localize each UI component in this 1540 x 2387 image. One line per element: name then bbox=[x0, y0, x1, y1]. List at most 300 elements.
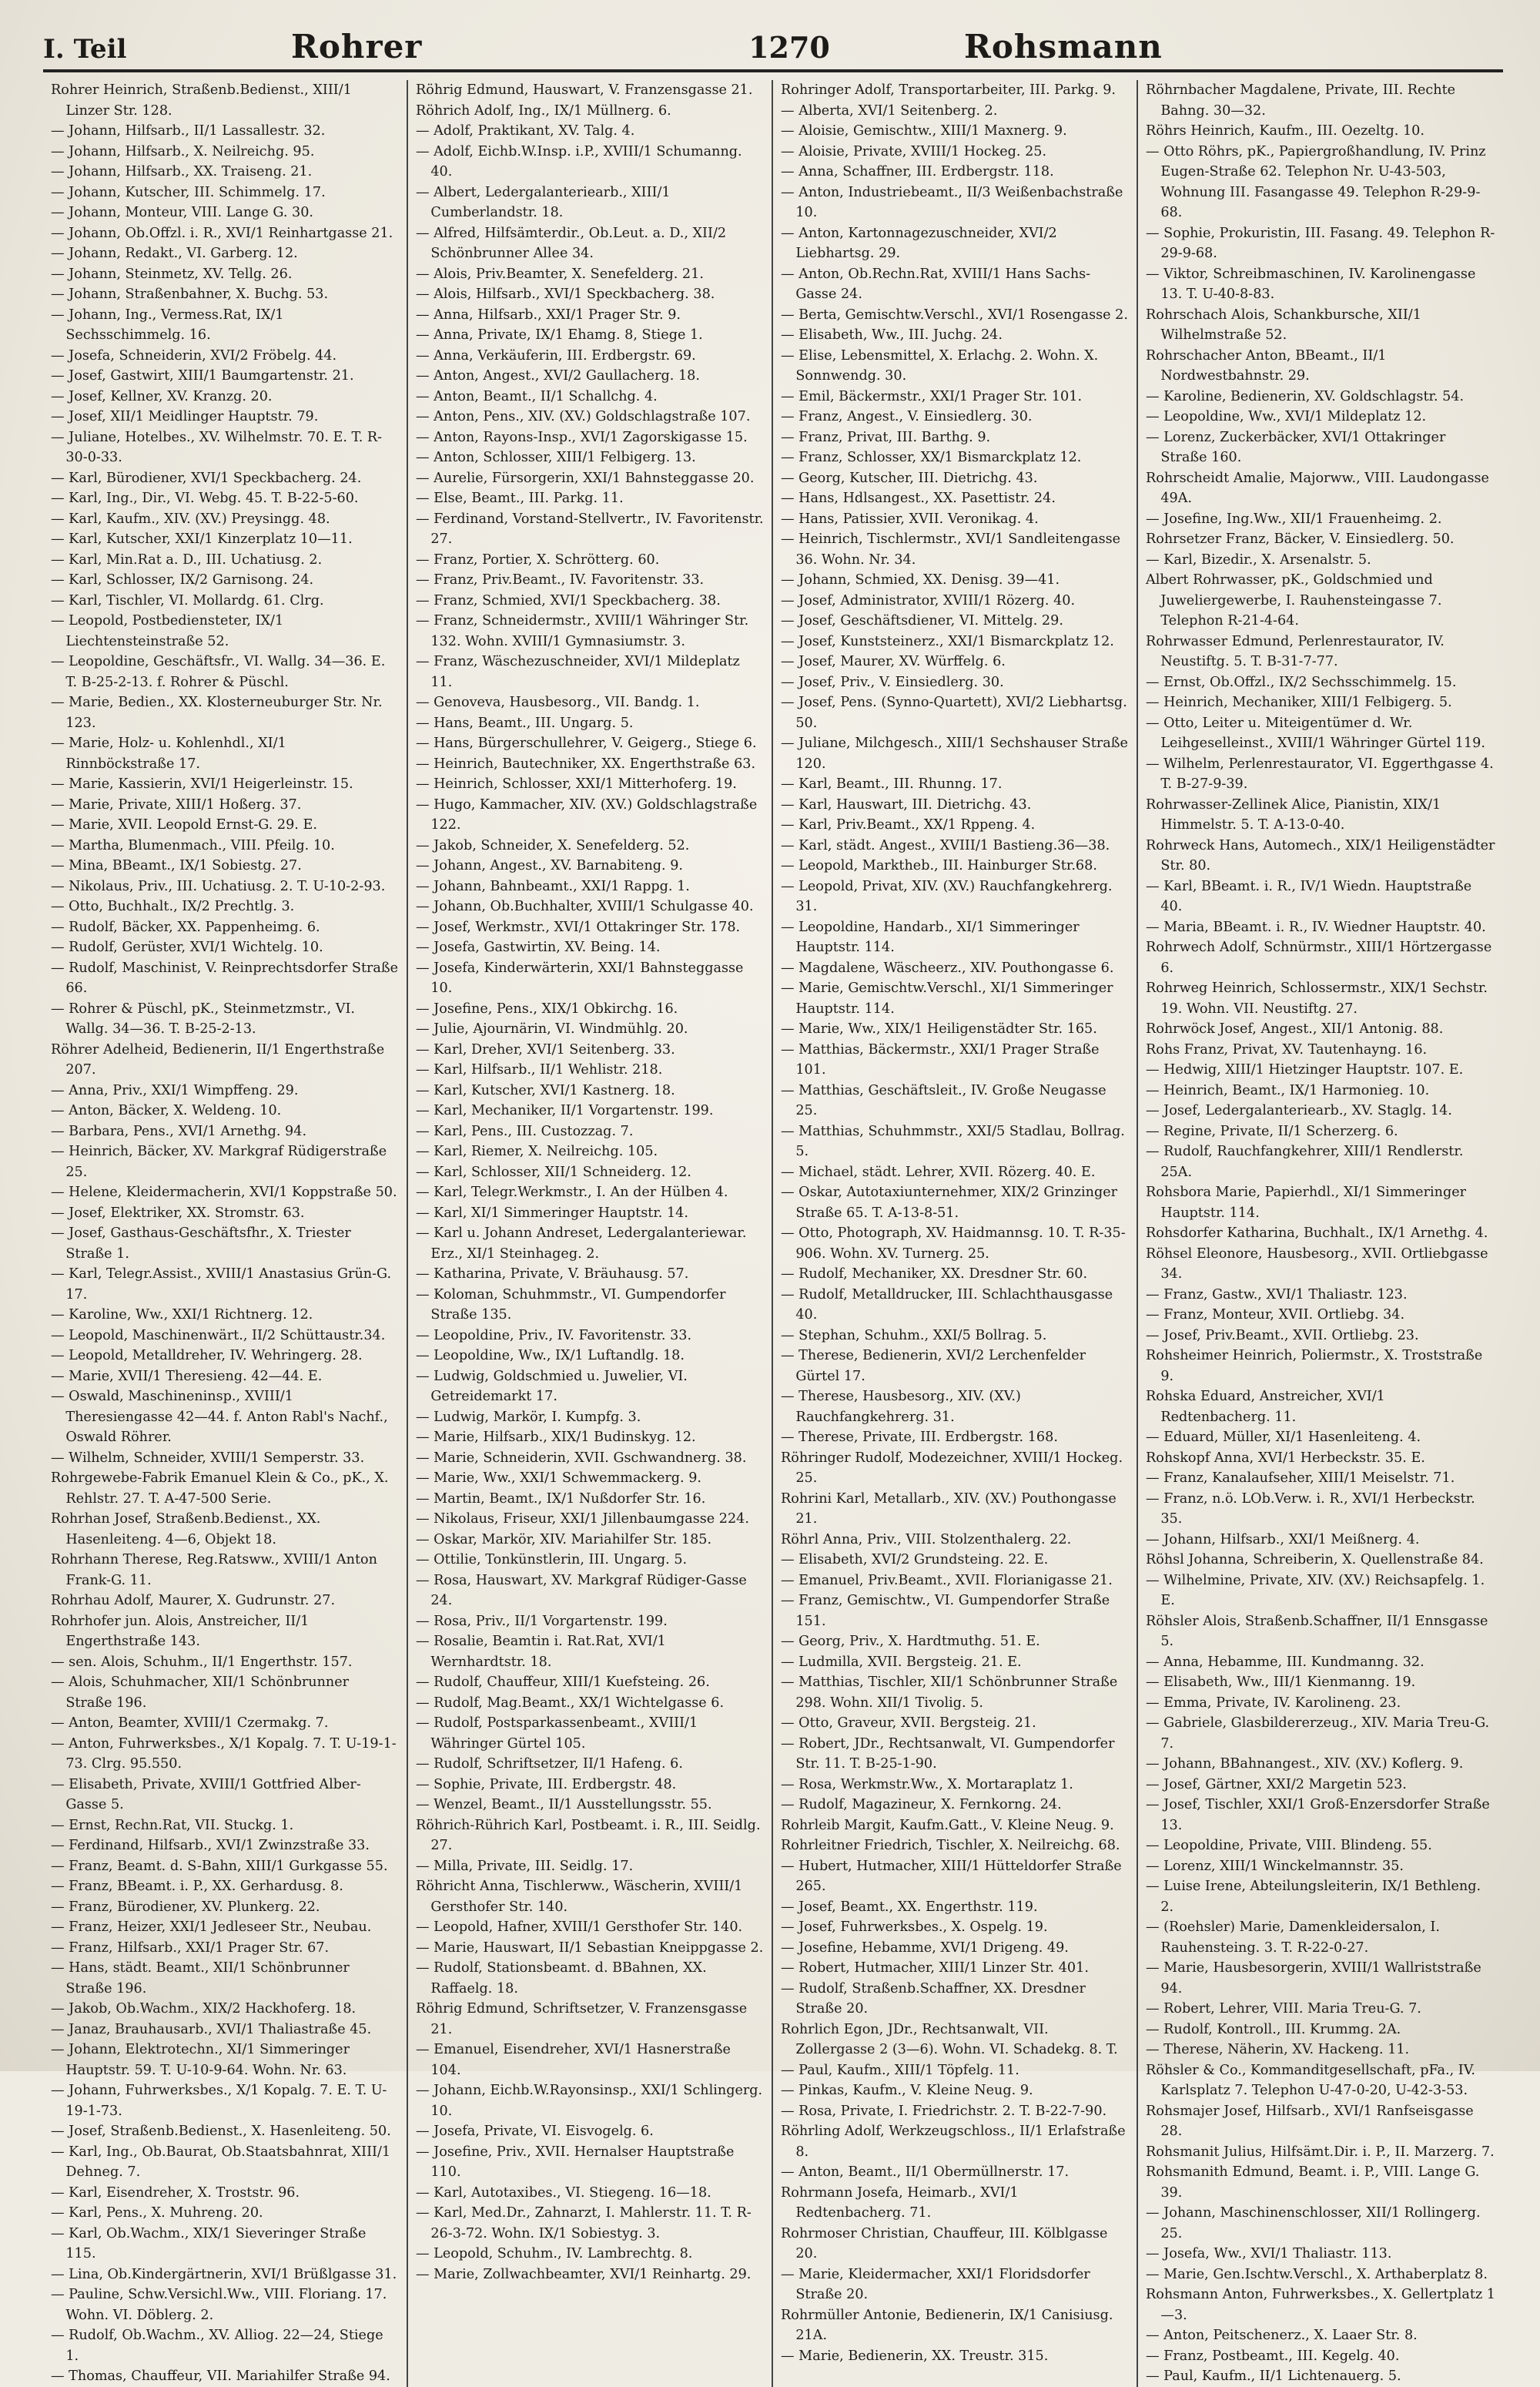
directory-entry: — Eduard, Müller, XI/1 Hasenleiteng. 4. bbox=[1146, 1430, 1421, 1445]
directory-entry: — Thomas, Chauffeur, VII. Mariahilfer Straße 94. bbox=[51, 2369, 390, 2384]
directory-entry: — Johann, Angest., XV. Barnabiteng. 9. bbox=[416, 858, 684, 873]
directory-entry: — Elise, Lebensmittel, X. Erlachg. 2. Wohn. X. Sonnwendg. 30. bbox=[781, 347, 1099, 384]
directory-entry: — Elisabeth, Ww., III. Juchg. 24. bbox=[781, 327, 1003, 343]
directory-entry: — Heinrich, Tischlermstr., XVI/1 Sandleitengasse 36. Wohn. Nr. 34. bbox=[781, 531, 1121, 568]
directory-entry: — Emil, Bäckermstr., XXI/1 Prager Str. 101. bbox=[781, 388, 1083, 404]
directory-entry: — Therese, Hausbesorg., XIV. (XV.) Rauchfangkehrerg. 31. bbox=[781, 1389, 1021, 1425]
directory-entry: — Hans, Bürgerschullehrer, V. Geigerg., Stiege 6. bbox=[416, 736, 757, 751]
directory-entry: — Karl, Autotaxibes., VI. Stiegeng. 16—18. bbox=[416, 2184, 711, 2201]
directory-entry: — Anton, Beamt., II/1 Schallchg. 4. bbox=[416, 388, 658, 404]
directory-entry: — Karl, städt. Angest., XVIII/1 Bastieng.36—38. bbox=[781, 837, 1110, 853]
directory-entry: Röhsel Eleonore, Hausbesorg., XVII. Ortliebgasse 34. bbox=[1146, 1245, 1488, 1282]
directory-entry: — Stephan, Schuhm., XXI/5 Bollrag. 5. bbox=[781, 1327, 1047, 1343]
directory-entry: — Johann, Redakt., VI. Garberg. 12. bbox=[51, 246, 298, 261]
directory-entry: — Johann, Steinmetz, XV. Tellg. 26. bbox=[51, 266, 293, 282]
directory-entry: — Franz, Heizer, XXI/1 Jedleseer Str., Neubau. bbox=[51, 1919, 372, 1935]
directory-entry: Rohrmann Josefa, Heimarb., XVI/1 Redtenbacherg. 71. bbox=[781, 2184, 1019, 2221]
part-label: I. Teil bbox=[43, 34, 127, 65]
directory-entry: — Koloman, Schuhmmstr., VI. Gumpendorfer Straße 135. bbox=[416, 1286, 726, 1323]
directory-entry: Rohringer Adolf, Transportarbeiter, III. Parkg. 9. bbox=[781, 82, 1116, 98]
directory-entry: — Marie, Zollwachbeamter, XVI/1 Reinhartg. 29. bbox=[416, 2266, 752, 2282]
directory-entry: — Elisabeth, XVI/2 Grundsteing. 22. E. bbox=[781, 1552, 1049, 1567]
directory-entry: — Josef, Werkmstr., XVI/1 Ottakringer Str. 178. bbox=[416, 919, 741, 935]
directory-entry: — Johann, Ing., Vermess.Rat, IX/1 Sechsschimmelg. 16. bbox=[51, 307, 284, 343]
directory-entry: — Karl, Min.Rat a. D., III. Uchatiusg. 2. bbox=[51, 551, 323, 568]
directory-entry: — Oskar, Autotaxiunternehmer, XIX/2 Grinzinger Straße 65. T. A-13-8-51. bbox=[781, 1185, 1118, 1221]
directory-entry: Röhringer Rudolf, Modezeichner, XVIII/1 Hockeg. 25. bbox=[781, 1450, 1123, 1486]
directory-entry: — Heinrich, Beamt., IX/1 Harmonieg. 10. bbox=[1146, 1082, 1430, 1098]
directory-entry: — Karl, Kutscher, XXI/1 Kinzerplatz 10—11. bbox=[51, 531, 353, 547]
directory-entry: — Otto, Photograph, XV. Haidmannsg. 10. T. R-35-906. Wohn. XV. Turnerg. 25. bbox=[781, 1225, 1126, 1262]
directory-entry: — Anna, Verkäuferin, III. Erdbergstr. 69. bbox=[416, 347, 696, 364]
directory-entry: — Rudolf, Stationsbeamt. d. BBahnen, XX. Raffaelg. 18. bbox=[416, 1960, 707, 1996]
directory-entry: — Marie, Kleidermacher, XXI/1 Floridsdorfer Straße 20. bbox=[781, 2266, 1090, 2302]
directory-entry: — Marie, Gen.Ischtw.Verschl., X. Arthaberplatz 8. bbox=[1146, 2266, 1488, 2282]
directory-entry: — Franz, Bürodiener, XV. Plunkerg. 22. bbox=[51, 1899, 320, 1915]
directory-entry: — Alois, Schuhmacher, XII/1 Schönbrunner Straße 196. bbox=[51, 1675, 350, 1711]
directory-entry: — Ernst, Ob.Offzl., IX/2 Sechsschimmelg. 15. bbox=[1146, 674, 1457, 690]
directory-entry: Rohrleib Margit, Kaufm.Gatt., V. Kleine Neug. 9. bbox=[781, 1817, 1114, 1833]
directory-entry: — Rudolf, Bäcker, XX. Pappenheimg. 6. bbox=[51, 919, 320, 935]
directory-entry: — Marie, Hilfsarb., XIX/1 Budinskyg. 12. bbox=[416, 1430, 696, 1445]
directory-entry: — Ludmilla, XVII. Bergsteig. 21. E. bbox=[781, 1654, 1022, 1670]
page-number: 1270 bbox=[748, 30, 830, 65]
directory-entry: — Karl, Kutscher, XVI/1 Kastnerg. 18. bbox=[416, 1082, 675, 1098]
directory-entry: Rohrwasser Edmund, Perlenrestaurator, IV. Neustiftg. 5. T. B-31-7-77. bbox=[1146, 633, 1445, 669]
directory-entry: — Johann, Ob.Buchhalter, XVIII/1 Schulgasse 40. bbox=[416, 899, 754, 914]
directory-entry: — Heinrich, Schlosser, XXI/1 Mitterhoferg. 19. bbox=[416, 776, 737, 792]
directory-entry: — Hans, städt. Beamt., XII/1 Schönbrunner Straße 196. bbox=[51, 1960, 350, 1996]
directory-entry: — Franz, Schneidermstr., XVIII/1 Währinger Str. 132. Wohn. XVIII/1 Gymnasiumstr. 3. bbox=[416, 613, 749, 649]
directory-entry: — Gabriele, Glasbildererzeug., XIV. Maria Treu-G. 7. bbox=[1146, 1715, 1490, 1752]
directory-entry: — Anton, Beamter, XVIII/1 Czermakg. 7. bbox=[51, 1715, 329, 1731]
directory-entry: Rohrmüller Antonie, Bedienerin, IX/1 Canisiusg. 21A. bbox=[781, 2307, 1113, 2343]
directory-entry: Röhrich-Rührich Karl, Postbeamt. i. R., III. Seidlg. 27. bbox=[416, 1817, 761, 1853]
directory-entry: — Leopold, Hafner, XVIII/1 Gersthofer Str. 140. bbox=[416, 1919, 743, 1935]
directory-entry: — Anton, Pens., XIV. (XV.) Goldschlagstraße 107. bbox=[416, 409, 751, 424]
directory-entry: — Johann, Monteur, VIII. Lange G. 30. bbox=[51, 205, 314, 220]
directory-entry: — Josef, Gastwirt, XIII/1 Baumgartenstr. 21. bbox=[51, 368, 354, 384]
directory-entry: — Josef, XII/1 Meidlinger Hauptstr. 79. bbox=[51, 409, 319, 424]
directory-entry: — Ferdinand, Hilfsarb., XVI/1 Zwinzstraße 33. bbox=[51, 1838, 370, 1853]
directory-entry: — Josef, Elektriker, XX. Stromstr. 63. bbox=[51, 1205, 305, 1221]
directory-entry: — Leopoldine, Handarb., XI/1 Simmeringer Hauptstr. 114. bbox=[781, 919, 1080, 955]
directory-entry: — Josef, Kunststeinerz., XXI/1 Bismarckplatz 12. bbox=[781, 633, 1114, 649]
directory-entry: — Katharina, Private, V. Bräuhausg. 57. bbox=[416, 1266, 689, 1282]
directory-entry: — Wilhelm, Schneider, XVIII/1 Semperstr. 33. bbox=[51, 1450, 365, 1466]
directory-entry: — Franz, Postbeamt., III. Kegelg. 40. bbox=[1146, 2348, 1400, 2364]
left-catchword: Rohrer bbox=[291, 28, 423, 65]
directory-entry: Röhsler & Co., Kommanditgesellschaft, pFa., IV. Karlsplatz 7. Telephon U-47-0-20, U-42-3-53. bbox=[1146, 2062, 1475, 2098]
directory-entry: — Franz, n.ö. LOb.Verw. i. R., XVI/1 Herbeckstr. 35. bbox=[1146, 1490, 1475, 1527]
directory-entry: — Josef, Straßenb.Bedienst., X. Hasenleiteng. 50. bbox=[51, 2124, 391, 2139]
directory-entry: — Heinrich, Bautechniker, XX. Engerthstraße 63. bbox=[416, 756, 756, 772]
directory-entry: Rohskopf Anna, XVI/1 Herbeckstr. 35. E. bbox=[1146, 1450, 1425, 1466]
directory-entry: — Franz, Hilfsarb., XXI/1 Prager Str. 67. bbox=[51, 1939, 330, 1956]
directory-entry: — Oswald, Maschineninsp., XVIII/1 Theresiengasse 42—44. f. Anton Rabl's Nachf., Oswald Röhrer. bbox=[51, 1389, 388, 1445]
directory-entry: — Martin, Beamt., IX/1 Nußdorfer Str. 16. bbox=[416, 1490, 706, 1507]
directory-entry: — Karl, Tischler, VI. Mollardg. 61. Clrg. bbox=[51, 592, 324, 608]
directory-entry: — Georg, Kutscher, III. Dietrichg. 43. bbox=[781, 470, 1038, 486]
directory-entry: — Rudolf, Kontroll., III. Krummg. 2A. bbox=[1146, 2021, 1401, 2037]
directory-entry: — Matthias, Bäckermstr., XXI/1 Prager Straße 101. bbox=[781, 1041, 1100, 1078]
directory-entry: — Franz, Portier, X. Schrötterg. 60. bbox=[416, 551, 660, 568]
directory-entry: Rohsmann Anton, Fuhrwerksbes., X. Gellertplatz 1—3. bbox=[1146, 2287, 1496, 2323]
directory-entry: — Leopold, Privat, XIV. (XV.) Rauchfangkehrerg. 31. bbox=[781, 878, 1113, 914]
directory-entry: — Lorenz, Zuckerbäcker, XVI/1 Ottakringer Straße 160. bbox=[1146, 429, 1446, 465]
directory-entry: — Elisabeth, Ww., III/1 Kienmanng. 19. bbox=[1146, 1675, 1416, 1690]
directory-entry: — Karl, Ob.Wachm., XIX/1 Sieveringer Straße 115. bbox=[51, 2225, 367, 2261]
directory-entry: — Marie, Bedienerin, XX. Treustr. 315. bbox=[781, 2348, 1049, 2364]
directory-entry: — Rudolf, Maschinist, V. Reinprechtsdorfer Straße 66. bbox=[51, 960, 399, 996]
directory-entry: — Wilhelm, Perlenrestaurator, VI. Eggerthgasse 4. T. B-27-9-39. bbox=[1146, 756, 1494, 792]
directory-entry: — Wenzel, Beamt., II/1 Ausstellungsstr. 55. bbox=[416, 1797, 712, 1812]
directory-entry: — Karl, Pens., III. Custozzag. 7. bbox=[416, 1123, 634, 1139]
directory-entry: Rohrlich Egon, JDr., Rechtsanwalt, VII. Zollergasse 2 (3—6). Wohn. VI. Schadekg. 8. T. bbox=[781, 2021, 1118, 2057]
directory-entry: — Therese, Näherin, XV. Hackeng. 11. bbox=[1146, 2042, 1410, 2057]
directory-entry: — Juliane, Hotelbes., XV. Wilhelmstr. 70. E. T. R-30-0-33. bbox=[51, 429, 383, 465]
directory-entry: — Johann, Elektrotechn., XI/1 Simmeringer Hauptstr. 59. T. U-10-9-64. Wohn. Nr. 63. bbox=[51, 2042, 350, 2078]
directory-entry: — Karl, Telegr.Werkmstr., I. An der Hülben 4. bbox=[416, 1185, 728, 1200]
directory-entry: — Rudolf, Straßenb.Schaffner, XX. Dresdner Straße 20. bbox=[781, 1980, 1086, 2017]
directory-entry: Rohrer Heinrich, Straßenb.Bedienst., XIII/1 Linzer Str. 128. bbox=[51, 82, 352, 119]
directory-entry: — Aurelie, Fürsorgerin, XXI/1 Bahnsteggasse 20. bbox=[416, 470, 755, 486]
directory-entry: — Lina, Ob.Kindergärtnerin, XVI/1 Brüßlgasse 31. bbox=[51, 2266, 397, 2282]
directory-entry: Rohrweck Hans, Automech., XIX/1 Heiligenstädter Str. 80. bbox=[1146, 837, 1495, 873]
directory-entry: — Heinrich, Mechaniker, XIII/1 Felbigerg. 5. bbox=[1146, 695, 1452, 710]
directory-entry: — Rudolf, Chauffeur, XIII/1 Kuefsteing. 26. bbox=[416, 1675, 710, 1690]
directory-entry: — Nikolaus, Priv., III. Uchatiusg. 2. T. U-10-2-93. bbox=[51, 878, 386, 894]
directory-entry: — Karl, Riemer, X. Neilreichg. 105. bbox=[416, 1144, 658, 1159]
directory-entry: — Josef, Tischler, XXI/1 Groß-Enzersdorfer Straße 13. bbox=[1146, 1797, 1490, 1833]
directory-entry: — Marie, Bedien., XX. Klosterneuburger Str. Nr. 123. bbox=[51, 695, 383, 731]
directory-entry: — Leopold, Marktheb., III. Hainburger Str.68. bbox=[781, 858, 1097, 873]
right-catchword: Rohsmann bbox=[964, 28, 1163, 65]
directory-entry: — Josef, Ledergalanteriearb., XV. Staglg. 14. bbox=[1146, 1103, 1452, 1118]
directory-entry: — Therese, Bedienerin, XVI/2 Lerchenfelder Gürtel 17. bbox=[781, 1348, 1086, 1384]
directory-entry: — Leopold, Schuhm., IV. Lambrechtg. 8. bbox=[416, 2246, 693, 2261]
directory-entry: — Hubert, Hutmacher, XIII/1 Hütteldorfer Straße 265. bbox=[781, 1858, 1122, 1894]
directory-entry: — Karl, Med.Dr., Zahnarzt, I. Mahlerstr. 11. T. R-26-3-72. Wohn. IX/1 Sobiestyg. 3. bbox=[416, 2205, 752, 2241]
directory-entry: — Franz, BBeamt. i. P., XX. Gerhardusg. 8. bbox=[51, 1879, 343, 1894]
directory-entry: — Anton, Peitschenerz., X. Laaer Str. 8. bbox=[1146, 2328, 1418, 2343]
directory-entry: — Ludwig, Goldschmied u. Juwelier, VI. Getreidemarkt 17. bbox=[416, 1368, 688, 1404]
directory-entry: — Robert, Lehrer, VIII. Maria Treu-G. 7. bbox=[1146, 2001, 1421, 2017]
directory-entry: — Jakob, Ob.Wachm., XIX/2 Hackhoferg. 18. bbox=[51, 2001, 357, 2017]
directory-entry: Rohrschach Alois, Schankbursche, XII/1 Wilhelmstraße 52. bbox=[1146, 307, 1421, 343]
directory-entry: — Luise Irene, Abteilungsleiterin, IX/1 Bethleng. 2. bbox=[1146, 1879, 1481, 1915]
directory-entry: — Leopoldine, Private, VIII. Blindeng. 55. bbox=[1146, 1838, 1432, 1853]
directory-entry: — Hans, Patissier, XVII. Veronikag. 4. bbox=[781, 511, 1039, 527]
directory-entry: — Ottilie, Tonkünstlerin, III. Ungarg. 5. bbox=[416, 1552, 688, 1567]
directory-entry: — Otto Röhrs, pK., Papiergroßhandlung, IV. Prinz Eugen-Straße 62. Telephon Nr. U-43-503, Wohnung III. Fasangasse 49. Telephon R-29-9-68. bbox=[1146, 143, 1486, 220]
directory-entry: — Marie, XVII. Leopold Ernst-G. 29. E. bbox=[51, 817, 317, 833]
directory-entry: — Josef, Kellner, XV. Kranzg. 20. bbox=[51, 388, 273, 404]
directory-entry: — Pinkas, Kaufm., V. Kleine Neug. 9. bbox=[781, 2083, 1033, 2098]
directory-entry: — Adolf, Eichb.W.Insp. i.P., XVIII/1 Schumanng. 40. bbox=[416, 143, 742, 179]
directory-entry: — Franz, Schmied, XVI/1 Speckbacherg. 38. bbox=[416, 592, 721, 608]
directory-entry: — Rosa, Hauswart, XV. Markgraf Rüdiger-Gasse 24. bbox=[416, 1572, 747, 1608]
directory-entry: Rohsmanit Julius, Hilfsämt.Dir. i. P., II. Marzerg. 7. bbox=[1146, 2144, 1495, 2160]
directory-entry: Rohsheimer Heinrich, Poliermstr., X. Troststraße 9. bbox=[1146, 1348, 1483, 1384]
directory-entry: Rohska Eduard, Anstreicher, XVI/1 Redtenbacherg. 11. bbox=[1146, 1389, 1385, 1425]
column-3 bbox=[773, 80, 1138, 2387]
directory-entry: — Anton, Angest., XVI/2 Gaullacherg. 18. bbox=[416, 368, 700, 384]
directory-entry: — Karl, Schlosser, XII/1 Schneiderg. 12. bbox=[416, 1164, 691, 1180]
directory-entry: Röhricht Anna, Tischlerww., Wäscherin, XVIII/1 Gersthofer Str. 140. bbox=[416, 1879, 743, 1915]
directory-entry: Rohsbora Marie, Papierhdl., XI/1 Simmeringer Hauptstr. 114. bbox=[1146, 1185, 1467, 1221]
directory-entry: — (Roehsler) Marie, Damenkleidersalon, I. Rauhensteing. 3. T. R-22-0-27. bbox=[1146, 1919, 1440, 1956]
directory-entry: — Leopold, Postbediensteter, IX/1 Liechtensteinstraße 52. bbox=[51, 613, 284, 649]
directory-entry: — Anton, Fuhrwerksbes., X/1 Kopalg. 7. T. U-19-1-73. Clrg. 95.550. bbox=[51, 1735, 397, 1772]
directory-entry: — Juliane, Milchgesch., XIII/1 Sechshauser Straße 120. bbox=[781, 736, 1128, 772]
directory-entry: — Milla, Private, III. Seidlg. 17. bbox=[416, 1858, 634, 1874]
directory-entry: — Karl, XI/1 Simmeringer Hauptstr. 14. bbox=[416, 1205, 688, 1221]
directory-entry: — Josefa, Schneiderin, XVI/2 Fröbelg. 44. bbox=[51, 347, 337, 364]
directory-entry: — Janaz, Brauhausarb., XVI/1 Thaliastraße 45. bbox=[51, 2021, 372, 2037]
column-4 bbox=[1138, 80, 1503, 2387]
directory-entry: Rohrscheidt Amalie, Majorww., VIII. Laudongasse 49A. bbox=[1146, 470, 1489, 506]
directory-entry: — Josef, Geschäftsdiener, VI. Mittelg. 29. bbox=[781, 613, 1063, 629]
directory-entry: — Leopoldine, Priv., IV. Favoritenstr. 33. bbox=[416, 1327, 692, 1343]
directory-entry: Röhsl Johanna, Schreiberin, X. Quellenstraße 84. bbox=[1146, 1552, 1484, 1567]
directory-entry: — Josef, Gärtner, XXI/2 Margetin 523. bbox=[1146, 1776, 1407, 1792]
directory-entry: — Karl, Pens., X. Muhreng. 20. bbox=[51, 2205, 263, 2221]
directory-entry: — Wilhelmine, Private, XIV. (XV.) Reichsapfelg. 1. E. bbox=[1146, 1572, 1485, 1608]
directory-entry: — Anton, Ob.Rechn.Rat, XVIII/1 Hans Sachs-Gasse 24. bbox=[781, 266, 1091, 302]
directory-entry: — Marie, Ww., XXI/1 Schwemmackerg. 9. bbox=[416, 1470, 702, 1486]
directory-entry: — Karl, Ing., Ob.Baurat, Ob.Staatsbahnrat, XIII/1 Dehneg. 7. bbox=[51, 2144, 391, 2180]
directory-entry: Rohrhan Josef, Straßenb.Bedienst., XX. Hasenleiteng. 4—6, Objekt 18. bbox=[51, 1511, 321, 1547]
directory-entry: — Franz, Privat, III. Barthg. 9. bbox=[781, 429, 991, 445]
directory-entry: — Magdalene, Wäscheerz., XIV. Pouthongasse 6. bbox=[781, 960, 1114, 976]
directory-entry: — Johann, BBahnangest., XIV. (XV.) Koflerg. 9. bbox=[1146, 1756, 1464, 1772]
directory-entry: — Karl, Kaufm., XIV. (XV.) Preysingg. 48. bbox=[51, 511, 330, 527]
directory-entry: — Mina, BBeamt., IX/1 Sobiestg. 27. bbox=[51, 858, 302, 873]
directory-entry: — Franz, Priv.Beamt., IV. Favoritenstr. 33. bbox=[416, 572, 705, 588]
directory-entry: — Alois, Hilfsarb., XVI/1 Speckbacherg. 38. bbox=[416, 287, 715, 302]
directory-entry: — Franz, Schlosser, XX/1 Bismarckplatz 12. bbox=[781, 450, 1082, 465]
directory-entry: — Marie, Hauswart, II/1 Sebastian Kneippgasse 2. bbox=[416, 1939, 764, 1956]
directory-entry: Röhrich Adolf, Ing., IX/1 Müllnerg. 6. bbox=[416, 102, 671, 119]
directory-entry: — Berta, Gemischtw.Verschl., XVI/1 Rosengasse 2. bbox=[781, 307, 1128, 323]
directory-entry: — Otto, Graveur, XVII. Bergsteig. 21. bbox=[781, 1715, 1036, 1731]
directory-entry: — Josefine, Ing.Ww., XII/1 Frauenheimg. 2. bbox=[1146, 511, 1442, 527]
directory-entry: — Johann, Bahnbeamt., XXI/1 Rappg. 1. bbox=[416, 878, 690, 894]
directory-entry: — Adolf, Praktikant, XV. Talg. 4. bbox=[416, 123, 635, 139]
directory-entry: — Regine, Private, II/1 Scherzerg. 6. bbox=[1146, 1123, 1398, 1139]
directory-entry: Röhrling Adolf, Werkzeugschloss., II/1 Erlafstraße 8. bbox=[781, 2124, 1126, 2160]
directory-entry: Röhrer Adelheid, Bedienerin, II/1 Engerthstraße 207. bbox=[51, 1041, 385, 1078]
directory-entry: Rohrwöck Josef, Angest., XII/1 Antonig. 88. bbox=[1146, 1021, 1444, 1037]
directory-entry: — Josefa, Gastwirtin, XV. Being. 14. bbox=[416, 940, 661, 955]
directory-entry: — Anton, Schlosser, XIII/1 Felbigerg. 13. bbox=[416, 450, 696, 465]
directory-entry: — Karl u. Johann Andreset, Ledergalanteriewar. Erz., XI/1 Steinhageg. 2. bbox=[416, 1225, 747, 1262]
directory-entry: — Rudolf, Ob.Wachm., XV. Alliog. 22—24, Stiege 1. bbox=[51, 2328, 383, 2364]
directory-entry: — Julie, Ajournärin, VI. Windmühlg. 20. bbox=[416, 1021, 688, 1037]
column-1 bbox=[43, 80, 408, 2387]
directory-entry: Rohsdorfer Katharina, Buchhalt., IX/1 Arnethg. 4. bbox=[1146, 1225, 1488, 1241]
directory-entry: Rohrwasser-Zellinek Alice, Pianistin, XIX/1 Himmelstr. 5. T. A-13-0-40. bbox=[1146, 796, 1441, 833]
directory-entry: — Marie, Gemischtw.Verschl., XI/1 Simmeringer Hauptstr. 114. bbox=[781, 981, 1113, 1017]
directory-entry: — Johann, Ob.Offzl. i. R., XVI/1 Reinhartgasse 21. bbox=[51, 225, 393, 241]
directory-entry: — Karl, Bürodiener, XVI/1 Speckbacherg. 24. bbox=[51, 470, 362, 486]
directory-entry: Rohrhau Adolf, Maurer, X. Gudrunstr. 27. bbox=[51, 1593, 336, 1608]
directory-entry: — Franz, Monteur, XVII. Ortliebg. 34. bbox=[1146, 1307, 1405, 1323]
directory-entry: — Anna, Hebamme, III. Kundmanng. 32. bbox=[1146, 1654, 1424, 1670]
directory-entry: — Anton, Industriebeamt., II/3 Weißenbachstraße 10. bbox=[781, 184, 1123, 220]
directory-entry: — Marie, Holz- u. Kohlenhdl., XI/1 Rinnböckstraße 17. bbox=[51, 736, 286, 772]
directory-entry: — Oskar, Markör, XIV. Mariahilfer Str. 185. bbox=[416, 1531, 712, 1547]
directory-entry: Rohrhofer jun. Alois, Anstreicher, II/1 Engerthstraße 143. bbox=[51, 1613, 310, 1649]
directory-entry: — Leopold, Metalldreher, IV. Wehringerg. 28. bbox=[51, 1348, 363, 1363]
directory-entry: — Anton, Beamt., II/1 Obermüllnerstr. 17. bbox=[781, 2164, 1070, 2180]
directory-entry: — Marie, Hausbesorgerin, XVIII/1 Wallriststraße 94. bbox=[1146, 1960, 1481, 1996]
directory-entry: — sen. Alois, Schuhm., II/1 Engerthstr. 157. bbox=[51, 1654, 353, 1670]
directory-entry: — Hedwig, XIII/1 Hietzinger Hauptstr. 107. E. bbox=[1146, 1062, 1464, 1078]
directory-entry: — Alberta, XVI/1 Seitenberg. 2. bbox=[781, 102, 998, 119]
directory-entry: — Rudolf, Magazineur, X. Fernkorng. 24. bbox=[781, 1797, 1062, 1812]
directory-entry: Rohrini Karl, Metallarb., XIV. (XV.) Pouthongasse 21. bbox=[781, 1490, 1116, 1527]
directory-entry: — Anna, Private, IX/1 Ehamg. 8, Stiege 1. bbox=[416, 327, 703, 343]
directory-entry: — Franz, Beamt. d. S-Bahn, XIII/1 Gurkgasse 55. bbox=[51, 1858, 388, 1874]
directory-entry: — Hans, Beamt., III. Ungarg. 5. bbox=[416, 715, 634, 731]
directory-entry: — Rudolf, Schriftsetzer, II/1 Hafeng. 6. bbox=[416, 1756, 683, 1772]
directory-entry: — Josef, Beamt., XX. Engerthstr. 119. bbox=[781, 1899, 1038, 1915]
directory-entry: — Hugo, Kammacher, XIV. (XV.) Goldschlagstraße 122. bbox=[416, 796, 758, 833]
directory-entry: Röhrl Anna, Priv., VIII. Stolzenthalerg. 22. bbox=[781, 1531, 1072, 1547]
directory-entry: — Anna, Schaffner, III. Erdbergstr. 118. bbox=[781, 164, 1054, 179]
directory-entry: — Johann, Hilfsarb., X. Neilreichg. 95. bbox=[51, 143, 315, 159]
directory-entry: — Rosa, Priv., II/1 Vorgartenstr. 199. bbox=[416, 1613, 668, 1629]
directory-entry: — Karl, Eisendreher, X. Troststr. 96. bbox=[51, 2184, 300, 2201]
directory-entry: Röhrnbacher Magdalene, Private, III. Rechte Bahng. 30—32. bbox=[1146, 82, 1456, 119]
directory-entry: — Anton, Rayons-Insp., XVI/1 Zagorskigasse 15. bbox=[416, 429, 748, 445]
directory-entry: — Viktor, Schreibmaschinen, IV. Karolinengasse 13. T. U-40-8-83. bbox=[1146, 266, 1476, 302]
directory-entry: Röhrs Heinrich, Kaufm., III. Oezeltg. 10. bbox=[1146, 123, 1424, 139]
directory-entry: — Otto, Buchhalt., IX/2 Prechtlg. 3. bbox=[51, 899, 295, 914]
directory-entry: — Genoveva, Hausbesorg., VII. Bandg. 1. bbox=[416, 695, 700, 710]
directory-entry: — Johann, Hilfsarb., XXI/1 Meißnerg. 4. bbox=[1146, 1531, 1420, 1547]
column-2 bbox=[408, 80, 773, 2387]
directory-entry: — Ferdinand, Vorstand-Stellvertr., IV. Favoritenstr. 27. bbox=[416, 511, 764, 547]
directory-entry: Rohrweg Heinrich, Schlossermstr., XIX/1 Sechstr. 19. Wohn. VII. Neustiftg. 27. bbox=[1146, 981, 1488, 1017]
directory-entry: — Rudolf, Mag.Beamt., XX/1 Wichtelgasse 6. bbox=[416, 1695, 725, 1711]
directory-entry: — Rudolf, Postsparkassenbeamt., XVIII/1 Währinger Gürtel 105. bbox=[416, 1715, 698, 1752]
directory-entry: Röhrig Edmund, Hauswart, V. Franzensgasse 21. bbox=[416, 82, 753, 98]
directory-entry: — Johann, Hilfsarb., II/1 Lassallestr. 32. bbox=[51, 123, 326, 139]
directory-entry: — Johann, Fuhrwerksbes., X/1 Kopalg. 7. E. T. U-19-1-73. bbox=[51, 2083, 387, 2119]
directory-entry: — Karl, Hauswart, III. Dietrichg. 43. bbox=[781, 796, 1032, 813]
directory-entry: — Emma, Private, IV. Karolineng. 23. bbox=[1146, 1695, 1401, 1711]
directory-entry: Albert Rohrwasser, pK., Goldschmied und Juweliergewerbe, I. Rauhensteingasse 7. Telephon R-21-4-64. bbox=[1146, 572, 1442, 629]
directory-entry: — Karl, Dreher, XVI/1 Seitenberg. 33. bbox=[416, 1041, 675, 1058]
directory-entry: — Lorenz, XIII/1 Winckelmannstr. 35. bbox=[1146, 1858, 1404, 1874]
directory-entry: — Michael, städt. Lehrer, XVII. Rözerg. 40. E. bbox=[781, 1164, 1096, 1180]
directory-entry: — Else, Beamt., III. Parkg. 11. bbox=[416, 491, 624, 506]
directory-entry: — Karl, Beamt., III. Rhunng. 17. bbox=[781, 776, 1003, 792]
directory-entry: — Franz, Gastw., XVI/1 Thaliastr. 123. bbox=[1146, 1286, 1408, 1302]
directory-entry: — Anna, Hilfsarb., XXI/1 Prager Str. 9. bbox=[416, 307, 681, 323]
directory-entry: — Anna, Priv., XXI/1 Wimpffeng. 29. bbox=[51, 1082, 299, 1098]
directory-entry: Röhsler Alois, Straßenb.Schaffner, II/1 Ennsgasse 5. bbox=[1146, 1613, 1488, 1649]
directory-entry: — Johann, Straßenbahner, X. Buchg. 53. bbox=[51, 287, 329, 302]
directory-entry: — Leopoldine, Ww., XVI/1 Mildeplatz 12. bbox=[1146, 409, 1427, 424]
directory-entry: — Karoline, Ww., XXI/1 Richtnerg. 12. bbox=[51, 1307, 313, 1323]
directory-entry: — Helene, Kleidermacherin, XVI/1 Koppstraße 50. bbox=[51, 1185, 397, 1200]
directory-entry: Rohrhann Therese, Reg.Ratsww., XVIII/1 Anton Frank-G. 11. bbox=[51, 1552, 377, 1588]
directory-entry: — Karl, BBeamt. i. R., IV/1 Wiedn. Hauptstraße 40. bbox=[1146, 878, 1472, 914]
directory-entry: — Marie, XVII/1 Theresieng. 42—44. E. bbox=[51, 1368, 323, 1384]
directory-entry: — Karl, Telegr.Assist., XVIII/1 Anastasius Grün-G. 17. bbox=[51, 1266, 392, 1302]
directory-entry: — Anton, Kartonnagezuschneider, XVI/2 Liebhartsg. 29. bbox=[781, 225, 1057, 261]
directory-entry: — Rudolf, Gerüster, XVI/1 Wichtelg. 10. bbox=[51, 940, 323, 955]
directory-entry: — Nikolaus, Friseur, XXI/1 Jillenbaumgasse 224. bbox=[416, 1511, 749, 1527]
directory-entry: — Heinrich, Bäcker, XV. Markgraf Rüdigerstraße 25. bbox=[51, 1144, 387, 1180]
directory-entry: — Josef, Pens. (Synno-Quartett), XVI/2 Liebhartsg. 50. bbox=[781, 695, 1127, 731]
directory-entry: — Hans, Hdlsangest., XX. Pasettistr. 24. bbox=[781, 491, 1056, 506]
directory-entry: — Paul, Kaufm., II/1 Lichtenauerg. 5. bbox=[1146, 2369, 1401, 2384]
entry-columns bbox=[43, 80, 1503, 2384]
directory-entry: — Marie, Schneiderin, XVII. Gschwandnerg. 38. bbox=[416, 1450, 747, 1466]
directory-entry: — Johann, Hilfsarb., XX. Traiseng. 21. bbox=[51, 164, 313, 179]
directory-entry: — Josef, Fuhrwerksbes., X. Ospelg. 19. bbox=[781, 1919, 1048, 1935]
directory-entry: Rohrleitner Friedrich, Tischler, X. Neilreichg. 68. bbox=[781, 1838, 1120, 1853]
directory-entry: Rohrmoser Christian, Chauffeur, III. Kölblgasse 20. bbox=[781, 2225, 1108, 2261]
directory-entry: — Marie, Ww., XIX/1 Heiligenstädter Str. 165. bbox=[781, 1021, 1097, 1037]
directory-entry: — Karoline, Bedienerin, XV. Goldschlagstr. 54. bbox=[1146, 388, 1465, 404]
directory-entry: Rohrgewebe-Fabrik Emanuel Klein & Co., pK., X. Rehlstr. 27. T. A-47-500 Serie. bbox=[51, 1470, 389, 1507]
directory-entry: — Emanuel, Priv.Beamt., XVII. Florianigasse 21. bbox=[781, 1572, 1113, 1588]
page-header bbox=[43, 28, 1503, 72]
directory-entry: — Karl, Bizedir., X. Arsenalstr. 5. bbox=[1146, 551, 1371, 568]
directory-entry: — Josefine, Pens., XIX/1 Obkirchg. 16. bbox=[416, 1001, 678, 1017]
directory-entry: Rohs Franz, Privat, XV. Tautenhayng. 16. bbox=[1146, 1041, 1428, 1058]
directory-entry: — Johann, Maschinenschlosser, XII/1 Rollingerg. 25. bbox=[1146, 2205, 1481, 2241]
directory-entry: — Karl, Hilfsarb., II/1 Wehlistr. 218. bbox=[416, 1062, 663, 1078]
directory-entry: — Therese, Private, III. Erdbergstr. 168. bbox=[781, 1430, 1058, 1445]
directory-entry: Rohsmajer Josef, Hilfsarb., XVI/1 Ranfseisgasse 28. bbox=[1146, 2103, 1474, 2139]
directory-entry: — Ernst, Rechn.Rat, VII. Stuckg. 1. bbox=[51, 1817, 294, 1833]
directory-entry: — Aloisie, Private, XVIII/1 Hockeg. 25. bbox=[781, 143, 1047, 159]
directory-entry: — Ludwig, Markör, I. Kumpfg. 3. bbox=[416, 1409, 641, 1425]
directory-entry: — Karl, Priv.Beamt., XX/1 Rppeng. 4. bbox=[781, 817, 1036, 833]
directory-entry: — Josefa, Kinderwärterin, XXI/1 Bahnsteggasse 10. bbox=[416, 960, 744, 996]
directory-entry: — Karl, Ing., Dir., VI. Webg. 45. T. B-22-5-60. bbox=[51, 491, 359, 506]
directory-entry: — Marie, Kassierin, XVI/1 Heigerleinstr. 15. bbox=[51, 776, 353, 792]
directory-entry: — Anton, Bäcker, X. Weldeng. 10. bbox=[51, 1103, 282, 1118]
directory-entry: — Paul, Kaufm., XIII/1 Töpfelg. 11. bbox=[781, 2062, 1019, 2078]
directory-entry: — Franz, Wäschezuschneider, XVI/1 Mildeplatz 11. bbox=[416, 654, 740, 690]
directory-entry: — Maria, BBeamt. i. R., IV. Wiedner Hauptstr. 40. bbox=[1146, 919, 1486, 935]
directory-entry: — Rosa, Private, I. Friedrichstr. 2. T. B-22-7-90. bbox=[781, 2103, 1107, 2119]
directory-entry: — Karl, Schlosser, IX/2 Garnisong. 24. bbox=[51, 572, 314, 588]
directory-entry: — Josef, Gasthaus-Geschäftsfhr., X. Triester Straße 1. bbox=[51, 1225, 351, 1262]
directory-entry: — Johann, Kutscher, III. Schimmelg. 17. bbox=[51, 184, 326, 200]
directory-entry: — Josef, Priv., V. Einsiedlerg. 30. bbox=[781, 674, 1004, 690]
directory-entry: — Matthias, Tischler, XII/1 Schönbrunner Straße 298. Wohn. XII/1 Tivolig. 5. bbox=[781, 1675, 1118, 1711]
directory-entry: — Marie, Private, XIII/1 Hoßerg. 37. bbox=[51, 796, 302, 813]
directory-entry: — Georg, Priv., X. Hardtmuthg. 51. E. bbox=[781, 1634, 1040, 1649]
directory-entry: Rohrwech Adolf, Schnürmstr., XIII/1 Hörtzergasse 6. bbox=[1146, 940, 1492, 976]
directory-entry: — Josef, Administrator, XVIII/1 Rözerg. 40. bbox=[781, 592, 1076, 608]
directory-entry: Rohrsetzer Franz, Bäcker, V. Einsiedlerg. 50. bbox=[1146, 531, 1455, 547]
directory-entry: — Elisabeth, Private, XVIII/1 Gottfried Alber-Gasse 5. bbox=[51, 1776, 361, 1812]
directory-entry: — Sophie, Prokuristin, III. Fasang. 49. Telephon R-29-9-68. bbox=[1146, 225, 1495, 261]
directory-entry: — Karl, Mechaniker, II/1 Vorgartenstr. 199. bbox=[416, 1103, 714, 1118]
directory-entry: — Josef, Priv.Beamt., XVII. Ortliebg. 23. bbox=[1146, 1327, 1419, 1343]
directory-entry: — Aloisie, Gemischtw., XIII/1 Maxnerg. 9. bbox=[781, 123, 1067, 139]
